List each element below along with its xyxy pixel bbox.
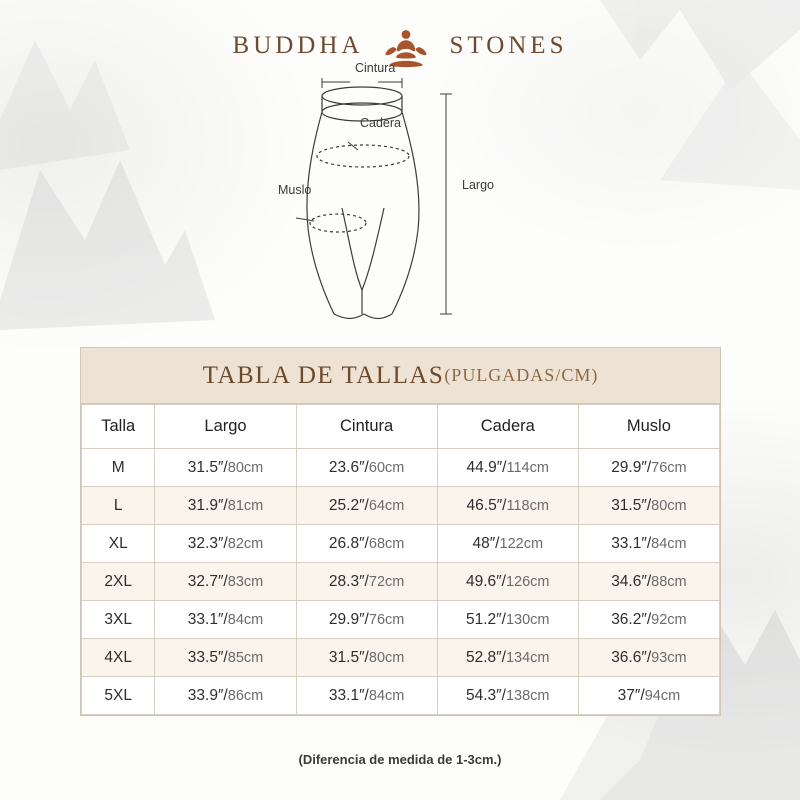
column-header-length: Largo bbox=[155, 405, 296, 449]
cell-hip: 52.8″/134cm bbox=[437, 639, 578, 677]
size-table bbox=[80, 347, 721, 716]
label-waist: Cintura bbox=[355, 61, 396, 75]
cell-length: 32.7″/83cm bbox=[155, 563, 296, 601]
cell-thigh: 33.1″/84cm bbox=[578, 525, 719, 563]
cell-thigh: 36.6″/93cm bbox=[578, 639, 719, 677]
cell-hip: 54.3″/138cm bbox=[437, 677, 578, 715]
cell-thigh: 36.2″/92cm bbox=[578, 601, 719, 639]
label-length: Largo bbox=[462, 178, 494, 192]
cell-waist: 31.5″/80cm bbox=[296, 639, 437, 677]
cell-size: M bbox=[82, 449, 155, 487]
cell-thigh: 34.6″/88cm bbox=[578, 563, 719, 601]
cell-length: 33.1″/84cm bbox=[155, 601, 296, 639]
cell-thigh: 29.9″/76cm bbox=[578, 449, 719, 487]
table-row bbox=[82, 449, 720, 487]
pants-measurement-diagram bbox=[250, 58, 570, 328]
size-table-title-main: TABLA DE TALLAS bbox=[202, 361, 445, 389]
label-hip: Cadera bbox=[360, 116, 401, 130]
cell-length: 31.5″/80cm bbox=[155, 449, 296, 487]
cell-size: 4XL bbox=[82, 639, 155, 677]
cell-waist: 29.9″/76cm bbox=[296, 601, 437, 639]
cell-hip: 49.6″/126cm bbox=[437, 563, 578, 601]
size-table-title bbox=[81, 348, 720, 404]
cell-length: 33.9″/86cm bbox=[155, 677, 296, 715]
cell-thigh: 31.5″/80cm bbox=[578, 487, 719, 525]
column-header-thigh: Muslo bbox=[578, 405, 719, 449]
cell-waist: 26.8″/68cm bbox=[296, 525, 437, 563]
table-row bbox=[82, 677, 720, 715]
cell-thigh: 37″/94cm bbox=[578, 677, 719, 715]
cell-size: 2XL bbox=[82, 563, 155, 601]
cell-size: 3XL bbox=[82, 601, 155, 639]
measurement-footnote: (Diferencia de medida de 1-3cm.) bbox=[298, 752, 502, 767]
cell-hip: 46.5″/118cm bbox=[437, 487, 578, 525]
column-header-waist: Cintura bbox=[296, 405, 437, 449]
table-row bbox=[82, 487, 720, 525]
size-table-grid bbox=[81, 404, 720, 715]
column-header-size: Talla bbox=[82, 405, 155, 449]
cell-waist: 33.1″/84cm bbox=[296, 677, 437, 715]
table-row bbox=[82, 601, 720, 639]
table-row bbox=[82, 563, 720, 601]
cell-waist: 23.6″/60cm bbox=[296, 449, 437, 487]
cell-hip: 51.2″/130cm bbox=[437, 601, 578, 639]
table-body bbox=[82, 449, 720, 715]
cell-length: 33.5″/85cm bbox=[155, 639, 296, 677]
cell-waist: 28.3″/72cm bbox=[296, 563, 437, 601]
cell-size: L bbox=[82, 487, 155, 525]
cell-size: 5XL bbox=[82, 677, 155, 715]
brand-word-right: STONES bbox=[449, 32, 568, 59]
cell-hip: 44.9″/114cm bbox=[437, 449, 578, 487]
table-header-row bbox=[82, 405, 720, 449]
cell-waist: 25.2″/64cm bbox=[296, 487, 437, 525]
cell-hip: 48″/122cm bbox=[437, 525, 578, 563]
table-row bbox=[82, 639, 720, 677]
label-thigh: Muslo bbox=[278, 183, 312, 197]
cell-length: 31.9″/81cm bbox=[155, 487, 296, 525]
column-header-hip: Cadera bbox=[437, 405, 578, 449]
size-table-title-sub: (PULGADAS/CM) bbox=[444, 365, 599, 385]
cell-length: 32.3″/82cm bbox=[155, 525, 296, 563]
brand-word-left: BUDDHA bbox=[232, 32, 364, 59]
cell-size: XL bbox=[82, 525, 155, 563]
table-row bbox=[82, 525, 720, 563]
